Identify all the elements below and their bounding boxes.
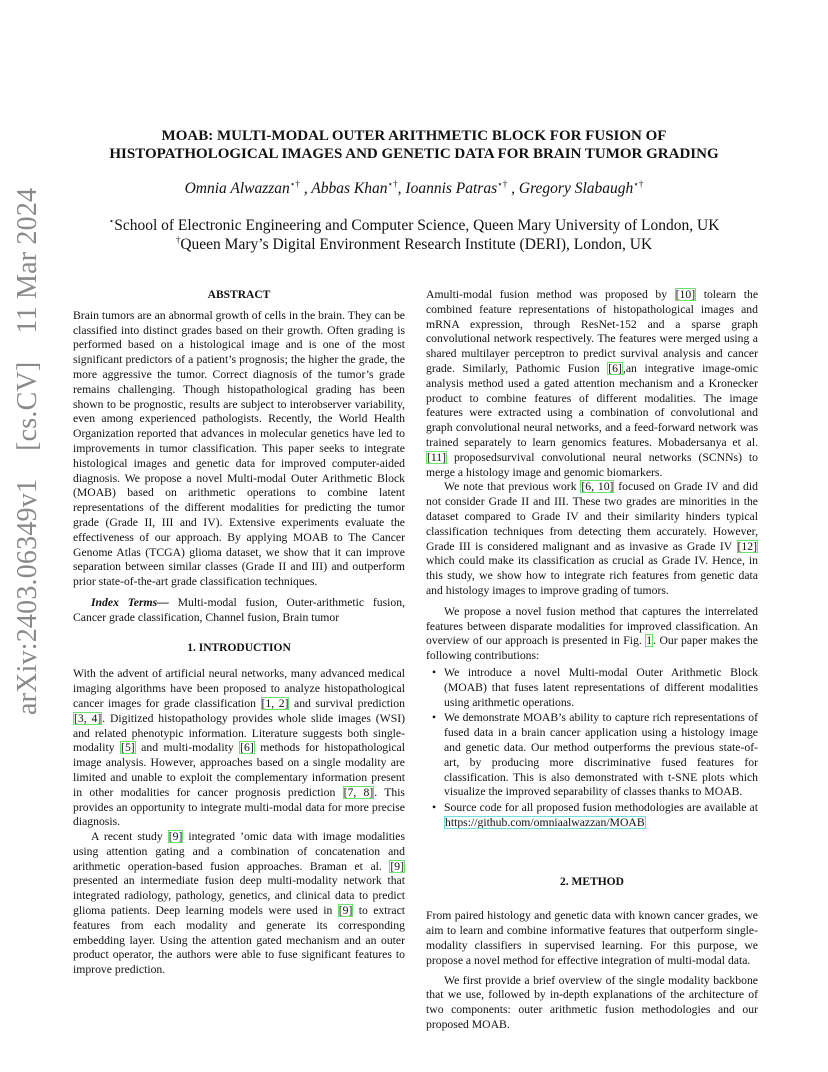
citation-link[interactable]: [7, 8] [343,785,374,799]
abstract-heading: ABSTRACT [207,289,271,301]
contribution-item: • We introduce a novel Multi-modal Outer Arithmetic Block (MOAB) that fuses latent representations of different modalities using arithmetic operations. [426,666,758,710]
author-name: Abbas Khan [311,180,388,197]
index-terms-text: Multi-modal fusion, Outer-arithmetic fusion, Cancer grade classification, Channel fusion, Brain tumor [73,595,405,624]
citation-link[interactable]: [11] [427,450,447,464]
contribution-item: • We demonstrate MOAB’s ability to capture rich representations of fused data in a brain cancer application using a histology image and genetic data. Our method outperforms the previous state-of-art, by producing more discriminative fused features for classification. This is also demonstrated with t-SNE plots which visualize the improved separability of classes thanks to MOAB. [426,711,758,800]
paper-title-line-1: MOAB: MULTI-MODAL OUTER ARITHMETIC BLOCK FOR FUSION OF [161,128,667,144]
source-code-link[interactable]: https://github.com/omniaalwazzan/MOAB [445,815,645,829]
affiliation-text: Queen Mary’s Digital Environment Research Institute (DERI), London, UK [180,236,653,253]
author-list: Omnia Alwazzan⋆† , Abbas Khan⋆†, Ioannis Patras⋆† , Gregory Slabaugh⋆† [184,178,644,197]
paper-title-line-2: HISTOPATHOLOGICAL IMAGES AND GENETIC DATA FOR BRAIN TUMOR GRADING [109,146,719,162]
introduction-heading: 1. INTRODUCTION [187,641,291,654]
paper-title [40,127,788,163]
arxiv-category: [cs.CV] [12,361,43,451]
contributions-list [426,666,758,831]
author-affiliation-mark: ⋆† [289,178,300,189]
citation-link[interactable]: [6, 10] [581,480,614,494]
author-affiliation-mark: ⋆† [633,178,644,189]
citation-link[interactable]: [1, 2] [261,696,289,710]
method-heading: 2. METHOD [560,875,624,888]
affiliation-list [40,216,788,254]
citation-link[interactable]: [6] [608,361,622,375]
citation-link[interactable]: [3, 4] [74,711,102,725]
index-terms-label: Index Terms— [91,595,169,609]
affiliation-mark: † [175,234,181,245]
affiliation-text: School of Electronic Engineering and Computer Science, Queen Mary University of London, UK [114,217,720,234]
citation-link[interactable]: [9] [390,859,404,873]
arxiv-id: arXiv:2403.06349v1 [12,478,43,715]
author-name: Gregory Slabaugh [518,180,634,197]
intro-paragraph-2: A recent study [9] integrated ’omic data with image modalities using attention gating and a combination of concatenation and arithmetic operation-based fusion approaches. Braman et al. [9] presented an intermediate fusion deep multi-modality network that integrated radiology, pathology, genetics, and clinical data to predict glioma patients. Deep learning models were used in [9] to extract features from each modality and generate its corresponding embedding layer. Using the attention gated mechanism and an outer product operator, the authors were able to fuse significant features to improve prediction. [73,830,406,977]
citation-link[interactable]: [12] [737,539,757,553]
author-name: Ioannis Patras [405,180,498,197]
method-paragraph-2: We first provide a brief overview of the single modality backbone that we use, followed by in-depth explanations of the architecture of two components: outer arithmetic fusion methodologies and our proposed MOAB. [426,973,758,1032]
intro-paragraph-4: We note that previous work [6, 10] focused on Grade IV and did not consider Grade II and III. These two grades are minorities in the dataset compared to Grade IV and their similarity hinders typical classification techniques from detecting them accurately. However, Grade III is considered malignant and as invasive as Grade IV [12] which could make its classification as crucial as Grade IV. Hence, in this study, we show how to integrate rich features from genetic data and histology images to improve grading of tumors. [426,480,758,597]
abstract-text: Brain tumors are an abnormal growth of cells in the brain. They can be classified into distinct grades based on their growth. Often grading is performed based on a histological image and is one of the most significant predictors of a patient’s prognosis; the higher the grade, the more aggressive the tumor. Correct diagnosis of the tumor’s grade remains challenging. Though histopathological grading has been shown to be prognostic, results are subject to interobserver variability, even among experienced pathologists. Recently, the World Health Organization reported that advances in molecular genetics have led to improvements in tumor classification. This paper seeks to integrate histological images and genetic data for improved computer-aided diagnosis. We propose a novel Multi-modal Outer Arithmetic Block (MOAB) based on arithmetic operations to combine latent representations of the different modalities for predicting the tumor grade (Grade II, III and IV). Extensive experiments evaluate the effectiveness of our approach. By applying MOAB to The Cancer Genome Atlas (TCGA) glioma dataset, we show that it can improve separation between similar classes (Grade II and III) and outperform prior state-of-the-art grade classification techniques. [73,308,405,589]
citation-link[interactable]: [9] [338,904,353,918]
arxiv-date: 11 Mar 2024 [12,187,43,334]
intro-paragraph-5: We propose a novel fusion method that captures the interrelated features between disparate modalities for improved classification. An overview of our approach is presented in Fig. 1. Our paper makes the following contributions: [426,604,758,663]
author-affiliation-mark: ⋆† [387,178,398,189]
arxiv-identifier-stamp [12,187,62,715]
right-column [426,288,758,1033]
method-paragraph-1: From paired histology and genetic data with known cancer grades, we aim to learn and combine informative features that outperform single-modality classifiers in supervised learning. For this purpose, we propose a novel method for effective integration of multi-modal data. [426,909,758,967]
author-affiliation-mark: ⋆† [497,178,508,189]
affiliation-line [40,235,788,254]
intro-paragraph-3-continued: Amulti-modal fusion method was proposed by [10] tolearn the combined feature representations of histopathological images and mRNA expression, through ResNet-152 and a sparse graph convolutional network respectively. The features were merged using a shared multilayer perceptron to predict survival analysis and cancer grade. Similarly, Pathomic Fusion [6],an integrative image-omic analysis method used a gated attention mechanism and a Kronecker product to combine features of different modalities. The image features were extracted using a combination of convolutional and graph convolutional neural networks, and a feed-forward network was trained separately to learn genomics features. Mobadersanya et al. [11] proposedsurvival convolutional neural networks (SCNNs) to merge a histology image and genomic biomarkers. [426,288,759,479]
affiliation-line [40,216,788,235]
intro-paragraph-1: With the advent of artificial neural networks, many advanced medical imaging algorithms have been proposed to analyze histopathological cancer images for grade classification [1, 2] and survival prediction [3, 4]. Digitized histopathology provides whole slide images (WSI) and related phenotypic information. Literature suggests both single-modality [5] and multi-modality [6] methods for histopathological image analysis. However, approaches based on a single modality are limited and unable to exploit the complementary information present in other modalities for cancer prognosis prediction [7, 8]. This provides an opportunity to integrate multi-modal data for more precise diagnosis. [73,667,405,829]
citation-link[interactable]: [5] [121,741,135,755]
contribution-item: • Source code for all proposed fusion methodologies are available at https://github.com/omniaalwazzan/MOAB [426,801,758,831]
citation-link[interactable]: [6] [240,741,254,755]
index-terms [73,596,405,626]
author-name: Omnia Alwazzan [184,180,290,197]
citation-link[interactable]: [9] [168,830,183,844]
citation-link[interactable]: 1 [646,634,653,648]
citation-link[interactable]: [10] [675,288,696,301]
left-column [73,288,405,978]
affiliation-mark: ⋆ [108,215,115,226]
